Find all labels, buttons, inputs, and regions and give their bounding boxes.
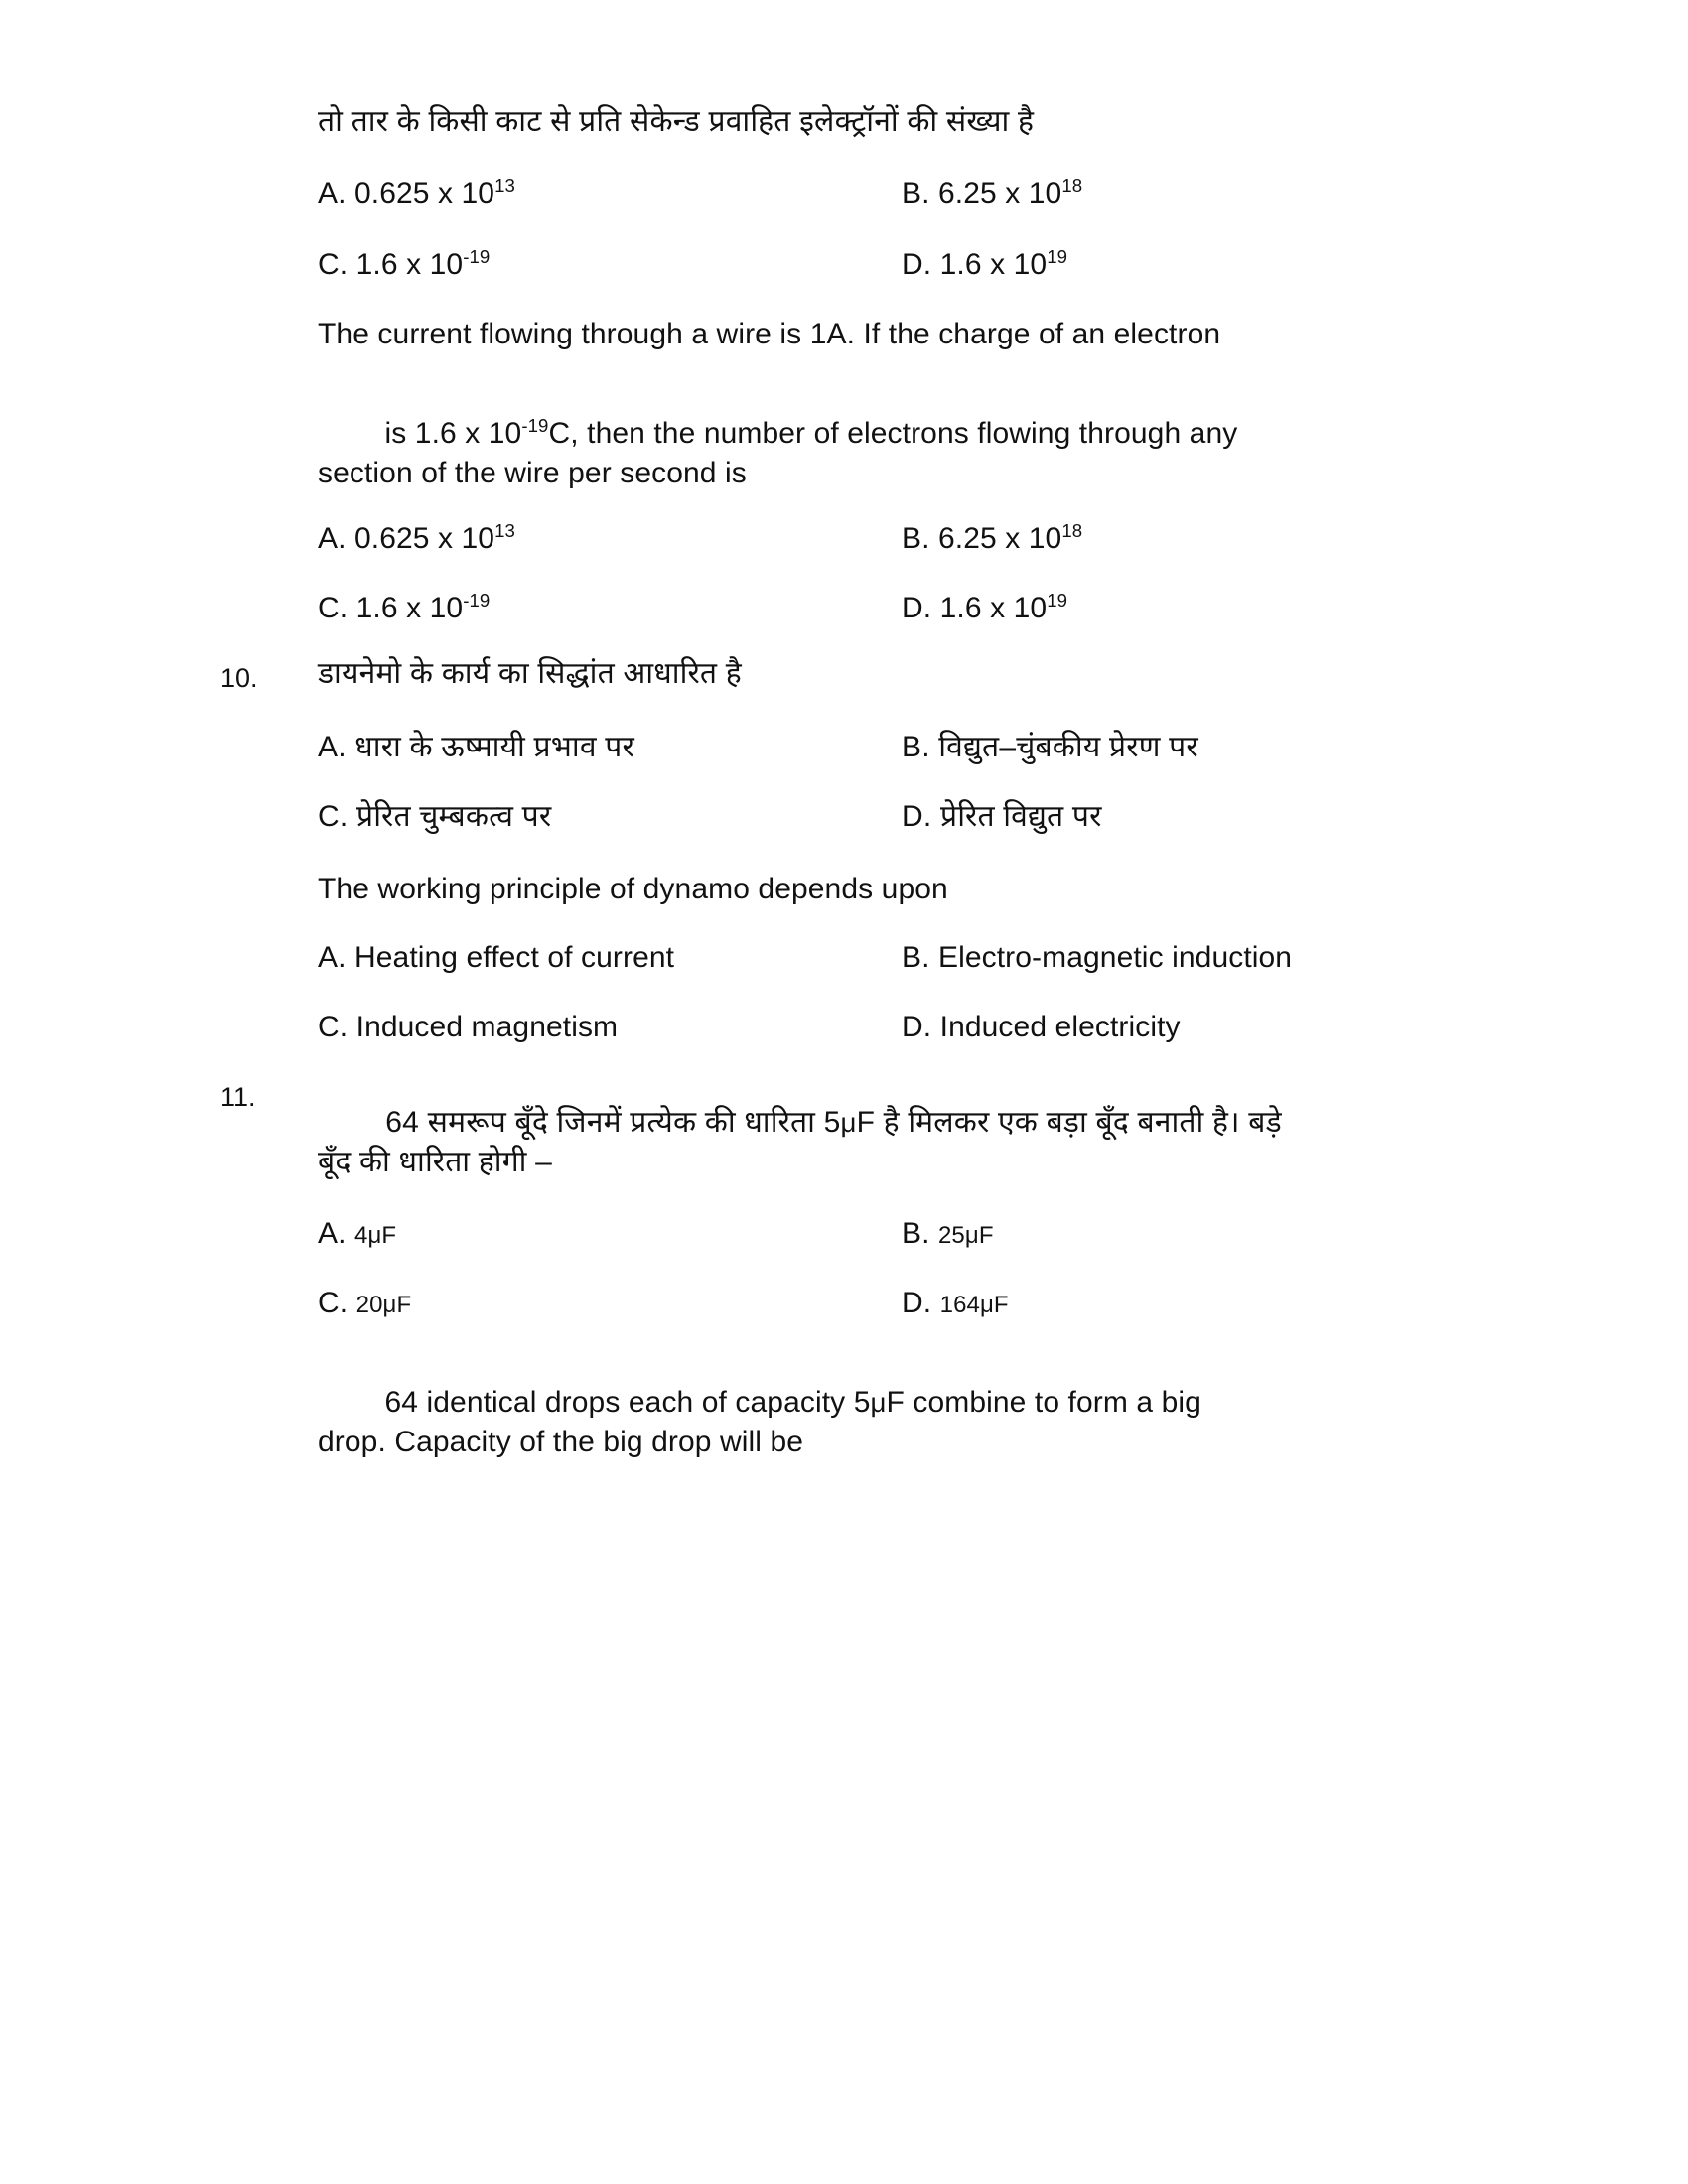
option-exponent: -19: [463, 246, 491, 267]
option-value: 25: [937, 1222, 965, 1249]
option-value: 6.25 x 10: [937, 522, 1062, 555]
q9-hindi-option-c[interactable]: [318, 246, 491, 281]
q9-english-stem-line-1: The current flowing through a wire is 1A. If the charge of an electron: [318, 318, 1221, 350]
stem-text-pre: is 1.6 x 10: [384, 417, 522, 450]
q11-english-stem-line-2: drop. Capacity of the big drop will be: [318, 1426, 804, 1458]
stem-text-pre: 64 समरूप बूँदे जिनमें प्रत्येक की धारिता 5: [385, 1106, 841, 1139]
q11-number: 11.: [220, 1082, 256, 1112]
option-exponent: 18: [1061, 520, 1083, 541]
option-key: A.: [318, 941, 347, 974]
micro-symbol: μ: [840, 1107, 857, 1138]
option-key: C.: [318, 800, 349, 833]
option-key: D.: [902, 800, 932, 833]
q11-hindi-option-a[interactable]: [318, 1219, 396, 1249]
option-key: A.: [318, 522, 347, 555]
q9-english-option-a[interactable]: [318, 520, 515, 555]
option-value: 164: [939, 1292, 980, 1318]
q9-english-option-d[interactable]: [902, 590, 1068, 624]
option-label: विद्युत–चुंबकीय प्रेरण पर: [938, 731, 1198, 763]
option-label: Induced electricity: [939, 1011, 1181, 1043]
option-exponent: 19: [1047, 246, 1068, 267]
q10-english-option-c[interactable]: [318, 1013, 618, 1042]
option-exponent: 13: [494, 520, 515, 541]
q11-hindi-option-c[interactable]: [318, 1289, 411, 1318]
option-exponent: 19: [1047, 590, 1068, 611]
option-exponent: 13: [494, 175, 515, 196]
q11-hindi-option-d[interactable]: [902, 1289, 1009, 1318]
option-value: 20: [355, 1292, 383, 1318]
q10-english-option-b[interactable]: [902, 943, 1292, 973]
q10-number: 10.: [220, 663, 258, 693]
option-key: B.: [902, 1217, 930, 1250]
option-key: D.: [902, 1011, 932, 1043]
option-label: Induced magnetism: [355, 1011, 619, 1043]
option-unit: μF: [979, 1292, 1009, 1318]
option-value: 4: [353, 1222, 368, 1249]
q10-english-option-a[interactable]: [318, 943, 674, 973]
option-exponent: -19: [463, 590, 491, 611]
option-unit: μF: [367, 1222, 397, 1249]
q10-hindi-option-a[interactable]: [318, 733, 634, 762]
q9-hindi-stem: तो तार के किसी काट से प्रति सेकेन्ड प्रवाहित इलेक्ट्रॉनों की संख्या है: [318, 105, 1035, 138]
option-value: 0.625 x 10: [353, 522, 495, 555]
q9-english-stem-line-3: section of the wire per second is: [318, 457, 747, 489]
option-key: C.: [318, 248, 349, 281]
option-label: प्रेरित विद्युत पर: [939, 800, 1102, 833]
option-key: A.: [318, 1217, 347, 1250]
stem-text-post: F है मिलकर एक बड़ा बूँद बनाती है। बड़े: [856, 1106, 1282, 1139]
q10-english-stem: The working principle of dynamo depends upon: [318, 873, 948, 905]
stem-text-post: F combine to form a big: [886, 1386, 1201, 1419]
option-unit: μF: [382, 1292, 412, 1318]
option-key: B.: [902, 731, 930, 763]
q11-hindi-option-b[interactable]: [902, 1219, 994, 1249]
option-key: C.: [318, 1011, 349, 1043]
option-key: D.: [902, 248, 932, 281]
option-key: D.: [902, 592, 932, 624]
option-label: Electro-magnetic induction: [937, 941, 1293, 974]
option-key: B.: [902, 177, 930, 209]
option-value: 6.25 x 10: [937, 177, 1062, 209]
option-label: Heating effect of current: [353, 941, 675, 974]
option-key: C.: [318, 1287, 349, 1319]
micro-symbol: μ: [870, 1387, 887, 1418]
option-value: 1.6 x 10: [355, 248, 464, 281]
option-value: 1.6 x 10: [939, 592, 1048, 624]
option-key: B.: [902, 522, 930, 555]
q9-english-option-c[interactable]: [318, 590, 491, 624]
q10-hindi-option-d[interactable]: [902, 802, 1102, 832]
q10-english-option-d[interactable]: [902, 1013, 1181, 1042]
stem-exponent: -19: [521, 415, 549, 436]
option-key: D.: [902, 1287, 932, 1319]
q11-hindi-stem-line-2: बूँद की धारिता होगी –: [318, 1146, 552, 1178]
option-value: 0.625 x 10: [353, 177, 495, 209]
option-value: 1.6 x 10: [355, 592, 464, 624]
q10-hindi-stem: डायनेमो के कार्य का सिद्धांत आधारित है: [318, 657, 742, 690]
option-key: A.: [318, 731, 347, 763]
q9-hindi-option-a[interactable]: [318, 175, 515, 209]
q10-hindi-option-c[interactable]: [318, 802, 551, 832]
option-exponent: 18: [1061, 175, 1083, 196]
stem-text-pre: 64 identical drops each of capacity 5: [384, 1386, 871, 1419]
option-label: प्रेरित चुम्बकत्व पर: [355, 800, 552, 833]
q9-hindi-option-d[interactable]: [902, 246, 1068, 281]
option-key: A.: [318, 177, 347, 209]
option-key: C.: [318, 592, 349, 624]
option-value: 1.6 x 10: [939, 248, 1048, 281]
q9-english-option-b[interactable]: [902, 520, 1083, 555]
q9-hindi-option-b[interactable]: [902, 175, 1083, 209]
option-unit: μF: [964, 1222, 994, 1249]
q10-hindi-option-b[interactable]: [902, 733, 1198, 762]
stem-text-post: C, then the number of electrons flowing through any: [548, 417, 1238, 450]
option-key: B.: [902, 941, 930, 974]
option-label: धारा के ऊष्मायी प्रभाव पर: [354, 731, 634, 763]
